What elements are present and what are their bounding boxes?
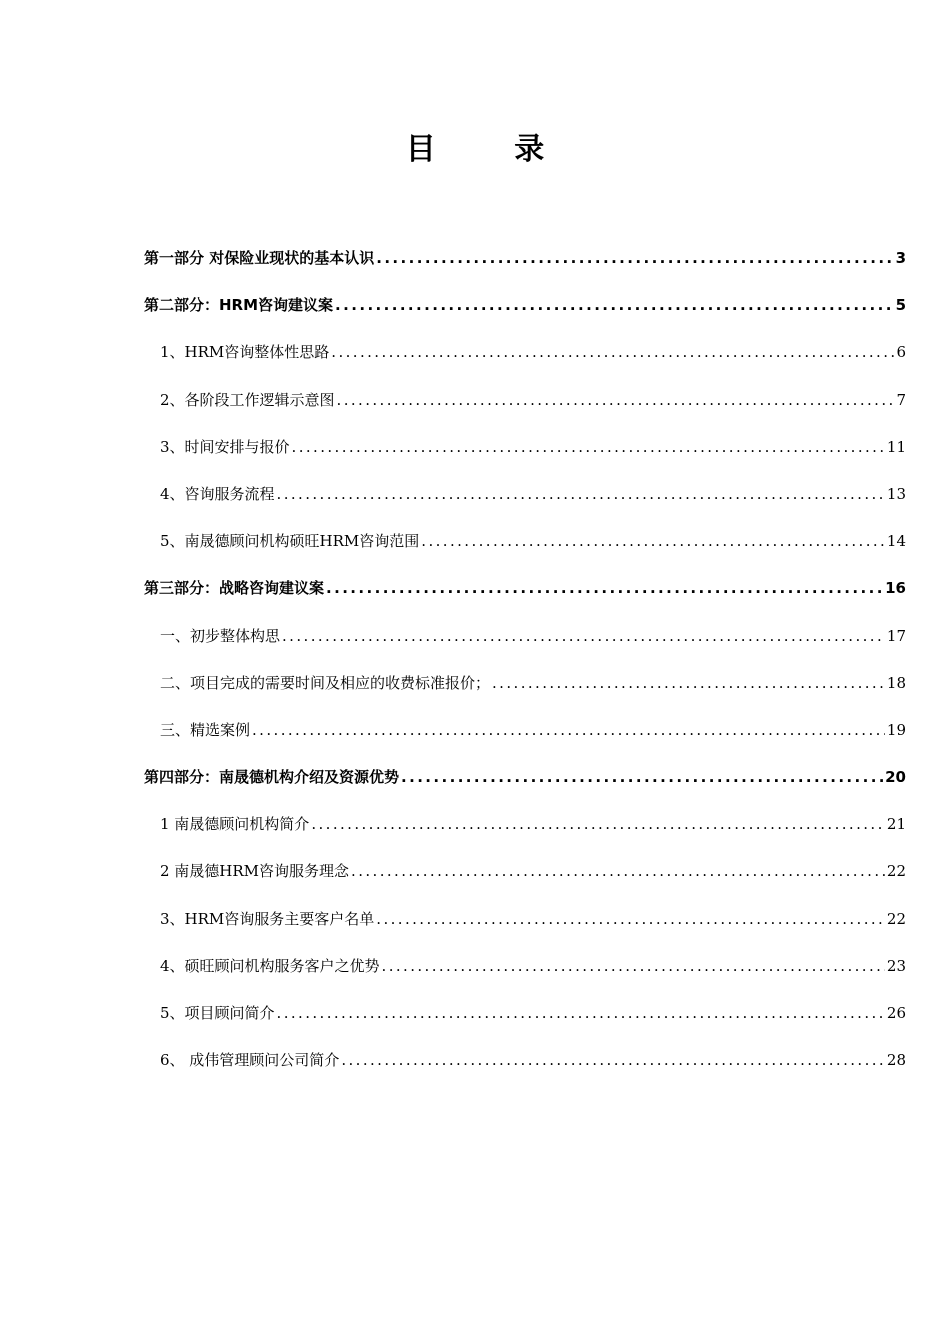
toc-entry-label: 第二部分：HRM咨询建议案	[144, 296, 334, 315]
toc-page-number: 14	[886, 532, 906, 551]
toc-entry-label: 5、项目顾问简介	[160, 1004, 275, 1022]
toc-subsection-entry[interactable]	[144, 518, 906, 565]
toc-subsection-entry[interactable]	[144, 707, 906, 754]
toc-dot-leader	[292, 424, 885, 471]
toc-subsection-entry[interactable]	[144, 990, 906, 1037]
toc-entry-label: 2、各阶段工作逻辑示意图	[160, 390, 335, 409]
toc-entry-label: 1、HRM咨询整体性思路	[160, 343, 330, 362]
toc-page-number: 6	[896, 343, 906, 362]
toc-subsection-entry[interactable]	[144, 613, 906, 660]
toc-dot-leader	[331, 329, 894, 376]
toc-page-number: 20	[885, 768, 906, 787]
toc-page-number: 22	[886, 862, 906, 881]
toc-page-number: 7	[896, 390, 906, 409]
toc-subsection-entry[interactable]	[144, 801, 906, 848]
toc-page-number: 18	[886, 673, 906, 692]
toc-page-number: 13	[886, 484, 906, 503]
toc-subsection-entry[interactable]	[144, 848, 906, 895]
toc-section-entry[interactable]	[144, 282, 906, 329]
toc-dot-leader	[311, 801, 885, 848]
toc-entry-label: 5、南晟德顾问机构硕旺HRM咨询范围	[160, 532, 420, 551]
toc-entry-label: 1 南晟德顾问机构简介	[160, 815, 310, 834]
toc-dot-leader	[326, 565, 883, 612]
toc-entry-label: 3、HRM咨询服务主要客户名单	[160, 909, 375, 928]
toc-page-number: 26	[886, 1004, 906, 1022]
page-title: 目 录	[405, 132, 579, 167]
toc-dot-leader	[335, 282, 894, 329]
toc-subsection-entry[interactable]	[144, 424, 906, 471]
toc-dot-leader	[252, 707, 885, 754]
toc-entry-label: 第一部分 对保险业现状的基本认识	[144, 249, 375, 267]
toc-dot-leader	[277, 471, 885, 518]
toc-page-number: 3	[895, 249, 906, 267]
toc-dot-leader	[382, 943, 885, 990]
toc-subsection-entry[interactable]	[144, 1037, 906, 1084]
toc-dot-leader	[376, 235, 893, 282]
toc-entry-label: 第四部分：南晟德机构介绍及资源优势	[144, 768, 400, 787]
toc-page-number: 16	[885, 579, 906, 598]
toc-entry-label: 三、精选案例	[160, 720, 251, 739]
toc-page-number: 23	[886, 956, 906, 975]
toc-subsection-entry[interactable]	[144, 471, 906, 518]
toc-entry-label: 一、初步整体构思	[160, 626, 281, 645]
toc-dot-leader	[351, 848, 885, 895]
toc-page-number: 5	[895, 296, 906, 315]
toc-page-number: 28	[886, 1051, 906, 1070]
toc-dot-leader	[277, 990, 885, 1037]
toc-dot-leader	[341, 1037, 885, 1084]
toc-dot-leader	[401, 754, 883, 801]
toc-entry-label: 6、 成伟管理顾问公司简介	[160, 1051, 340, 1070]
toc-section-entry[interactable]	[144, 235, 906, 282]
toc-entry-label: 二、项目完成的需要时间及相应的收费标准报价；	[160, 673, 491, 692]
toc-subsection-entry[interactable]	[144, 896, 906, 943]
toc-entry-label: 4、咨询服务流程	[160, 484, 275, 503]
toc-subsection-entry[interactable]	[144, 377, 906, 424]
toc-dot-leader	[376, 896, 885, 943]
toc-entry-label: 第三部分：战略咨询建议案	[144, 579, 325, 598]
toc-page-number: 22	[886, 909, 906, 928]
toc-page-number: 17	[886, 626, 906, 645]
toc-subsection-entry[interactable]	[144, 329, 906, 376]
toc-page-number: 21	[886, 815, 906, 834]
toc-page-number: 19	[886, 720, 906, 739]
toc-section-entry[interactable]	[144, 565, 906, 612]
toc-dot-leader	[337, 377, 895, 424]
table-of-contents	[144, 235, 906, 1084]
toc-entry-label: 4、硕旺顾问机构服务客户之优势	[160, 956, 380, 975]
toc-entry-label: 2 南晟德HRM咨询服务理念	[160, 862, 350, 881]
toc-dot-leader	[282, 613, 885, 660]
toc-section-entry[interactable]	[144, 754, 906, 801]
toc-subsection-entry[interactable]	[144, 943, 906, 990]
toc-dot-leader	[492, 660, 885, 707]
toc-page-number: 11	[886, 437, 906, 456]
toc-dot-leader	[421, 518, 885, 565]
toc-subsection-entry[interactable]	[144, 660, 906, 707]
toc-entry-label: 3、时间安排与报价	[160, 437, 290, 456]
